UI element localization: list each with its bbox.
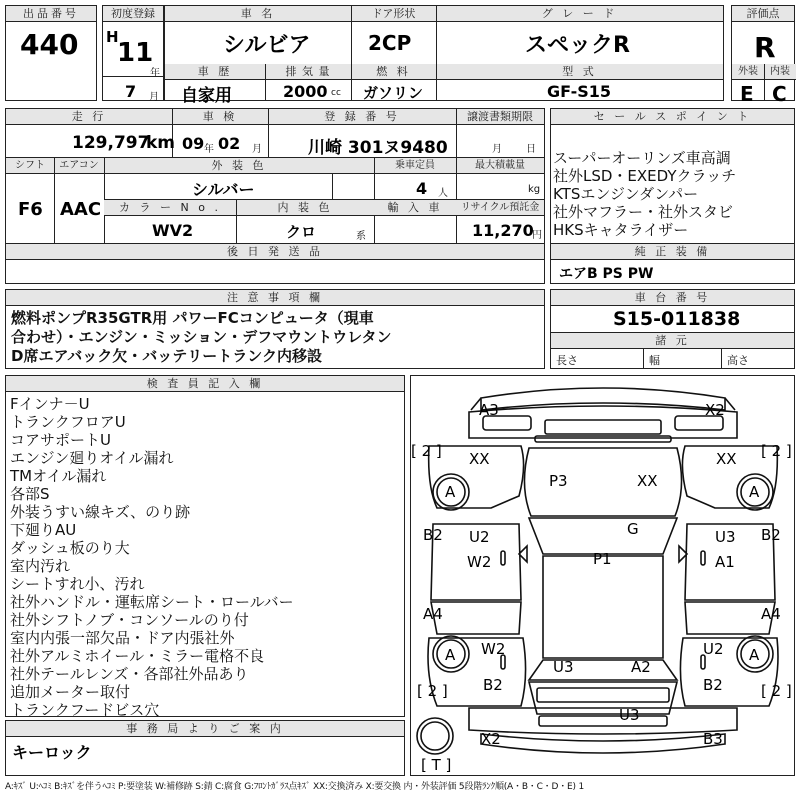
inspector-line: ダッシュ板のり大 [10,539,130,557]
mark-right-door-lower: A1 [715,553,735,571]
first-reg-month-unit: 月 [149,92,159,103]
mark-front-bumper-left: A3 [479,401,499,419]
first-reg-year: 11 [117,38,154,68]
inspection-year-unit: 年 [204,144,214,155]
equipment-label: 純 正 装 備 [551,244,794,260]
car-name: シルビア [223,33,311,58]
mark-rear-panel: U3 [619,706,640,724]
inspector-line: トランクフードビス穴 [10,701,160,719]
mileage-unit: km [146,133,176,153]
mark-right-pillar: B2 [761,526,781,544]
score-box [731,5,795,106]
score-value: R [754,31,776,64]
history-label: 車 歴 [165,64,265,80]
mileage-value: 129,797 [72,133,150,153]
inspector-list [10,395,294,719]
inspector-line: TMオイル漏れ [10,467,107,485]
inspector-line: 追加メーター取付 [10,683,131,701]
recycle-unit: 円 [532,230,542,241]
mark-left-door-upper: U2 [469,528,490,546]
mark-rear-bumper-right: B3 [703,730,723,748]
notes-label: 注 意 事 項 欄 [6,290,544,306]
ext-label: 外装 [732,64,764,80]
mark-rear-bumper-left: X2 [481,730,501,748]
inspection-month-unit: 月 [252,144,262,155]
first-reg-era: H [106,28,119,46]
int-color-unit: 系 [356,231,366,242]
inspector-box [5,375,405,717]
car-name-label: 車 名 [165,6,351,22]
first-reg-label: 初度登録 [103,6,163,22]
mark-hood-right: XX [637,472,658,490]
model-value: GF-S15 [547,82,611,101]
inspector-line: 外装うすい線キズ、のり跡 [10,503,191,521]
inspector-line: 社外シフトノブ・コンソールのり付 [10,611,249,629]
inspector-label: 検 査 員 記 入 欄 [6,376,404,392]
inspection-label: 車 検 [172,109,268,125]
mileage-label: 走 行 [6,109,172,125]
mark-rear-wheel-left: A [445,646,456,664]
length-label: 長さ [556,354,578,367]
capacity-unit: 人 [438,188,448,199]
note-line: 合わせ）・エンジン・ミッション・デフマウントウレタン [11,328,392,346]
inspector-line: 下廻りAU [10,521,77,539]
fuel-value: ガソリン [363,84,424,102]
sales-point: KTSエンジンダンパー [553,185,699,203]
lot-box [5,5,97,101]
first-reg-year-unit: 年 [150,68,160,79]
width-label: 幅 [649,354,660,367]
chassis-box [550,289,795,369]
bracket-rear-right: [ 2 ] [761,682,792,700]
mark-right-sill: A4 [761,605,781,623]
history-value: 自家用 [181,86,232,106]
door-label: ドア形状 [351,6,436,22]
bracket-spare: [ T ] [421,756,452,774]
inspector-line: 社外ハンドル・運転席シート・ロールバー [10,593,294,611]
mark-hood-left: P3 [549,472,568,490]
sales-points-box [550,108,795,284]
int-score: C [772,82,787,106]
ext-color-label: 外 装 色 [104,158,374,174]
office-label: 事 務 局 よ り ご 案 内 [6,721,404,737]
doc-deadline-day-unit: 日 [526,144,536,155]
inspector-line: エンジン廻りオイル漏れ [10,449,174,467]
mark-rear-fender-right: U2 [703,640,724,658]
inspection-month: 02 [218,134,241,153]
mark-front-fender-left: XX [469,450,490,468]
mark-rear-fender-left: W2 [481,640,506,658]
plate-number: 川崎 301ヌ9480 [308,138,448,158]
lot-number: 440 [20,28,79,61]
plate-label: 登 録 番 号 [268,109,456,125]
office-box [5,720,405,776]
aircon-value: AAC [60,199,102,220]
doc-deadline-label: 譲渡書類期限 [456,109,544,125]
capacity-label: 乗車定員 [374,158,456,174]
aircon-label: エアコン [54,158,104,174]
displacement-value: 2000 [283,82,328,101]
inspector-line: 室内汚れ [10,557,71,575]
dims-label: 諸 元 [551,333,794,349]
shift-label: シフト [6,158,54,174]
mark-left-door-lower: W2 [467,553,492,571]
inspector-line: 社外アルミホイール・ミラー電格不良 [10,647,265,665]
mark-windshield: G [627,520,639,538]
mark-front-fender-right: XX [716,450,737,468]
chassis-label: 車 台 番 号 [551,290,794,306]
score-label: 評価点 [732,6,794,22]
mark-rear-wheel-right: A [749,646,760,664]
mark-roof: P1 [593,550,612,568]
sales-points-list [553,149,736,239]
recycle-value: 11,270 [472,221,534,240]
inspector-line: 各部S [10,485,50,503]
int-color-value: クロ [286,223,317,241]
mark-rear-quarter-right: B2 [703,676,723,694]
mark-front-wheel-left: A [445,483,456,501]
mark-trunk-right: A2 [631,658,651,676]
sales-point: 社外LSD・EXEDYクラッチ [553,167,737,185]
inspector-line: 室内内張一部欠品・ドア内張社外 [10,629,235,647]
bracket-rear-left: [ 2 ] [417,682,448,700]
details-box [5,108,545,284]
later-docs-label: 後 日 発 送 品 [6,244,544,260]
grade-value: スペックR [525,33,630,58]
shift-value: F6 [18,199,43,220]
mark-front-bumper-right: X2 [705,401,725,419]
notes-text [11,309,392,366]
height-label: 高さ [727,354,749,367]
bracket-front-right: [ 2 ] [761,442,792,460]
sales-point: スーパーオーリンズ車高調 [553,149,731,167]
doc-deadline-month-unit: 月 [492,144,502,155]
mark-left-sill: A4 [423,605,443,623]
sales-point: 社外マフラー・社外スタビ [553,203,734,221]
model-label: 型 式 [436,64,723,80]
load-label: 最大積載量 [456,158,544,174]
car-outline [411,376,796,777]
door-type: 2CP [368,31,412,55]
bracket-front-left: [ 2 ] [411,442,442,460]
sales-points-label: セ ー ル ス ポ イ ン ト [551,109,794,125]
color-no-value: WV2 [152,221,194,240]
int-label: 内装 [764,64,796,80]
mark-rear-quarter-left: B2 [483,676,503,694]
load-unit: kg [528,184,541,195]
mark-trunk-left: U3 [553,658,574,676]
inspector-line: Fインナ－U [10,395,90,413]
displacement-label: 排 気 量 [265,64,351,80]
inspector-line: 社外テールレンズ・各部社外品あり [10,665,249,683]
import-label: 輸 入 車 [374,200,456,216]
sales-point: HKSキャタライザー [553,221,689,239]
car-info-box [164,5,724,106]
fuel-label: 燃 料 [351,64,436,80]
recycle-label: リサイクル預託金 [456,200,544,216]
note-line: D席エアバック欠・バッテリートランク内移設 [11,347,322,365]
inspector-line: トランクフロアU [10,413,126,431]
ext-color-value: シルバー [192,180,255,199]
inspector-line: コアサポートU [10,431,111,449]
note-line: 燃料ポンプR35GTR用 パワーFCコンピュータ（現車 [11,309,374,327]
notes-box [5,289,545,369]
office-note: キーロック [12,743,92,762]
damage-diagram [410,375,795,776]
mark-left-pillar: B2 [423,526,443,544]
first-reg-month: 7 [125,82,137,101]
first-reg-box [102,5,164,101]
mark-front-wheel-right: A [749,483,760,501]
chassis-number: S15-011838 [613,308,741,330]
mark-right-door-upper: U3 [715,528,736,546]
inspection-year: 09 [182,134,205,153]
displacement-unit: cc [331,88,341,98]
color-no-label: カ ラ ー N o . [104,200,236,216]
grade-label: グ レ ー ド [436,6,723,22]
int-color-label: 内 装 色 [236,200,374,216]
capacity-value: 4 [416,179,428,198]
inspector-line: シートすれ小、汚れ [10,575,145,593]
lot-label: 出品番号 [6,6,96,22]
legend: A:ｷｽﾞ U:ﾍｺﾐ B:ｷｽﾞを伴うﾍｺﾐ P:要塗装 W:補修跡 S:錆 C:腐食 G:ﾌﾛﾝﾄｶﾞﾗｽ点ｷｽﾞ XX:交換済み X:要交換 内・外装評価 5段階ﾗﾝｸ順(A・B・C・D・E) 1 [5,782,584,792]
equipment-value: エアB PS PW [559,266,654,282]
ext-score: E [740,82,754,106]
